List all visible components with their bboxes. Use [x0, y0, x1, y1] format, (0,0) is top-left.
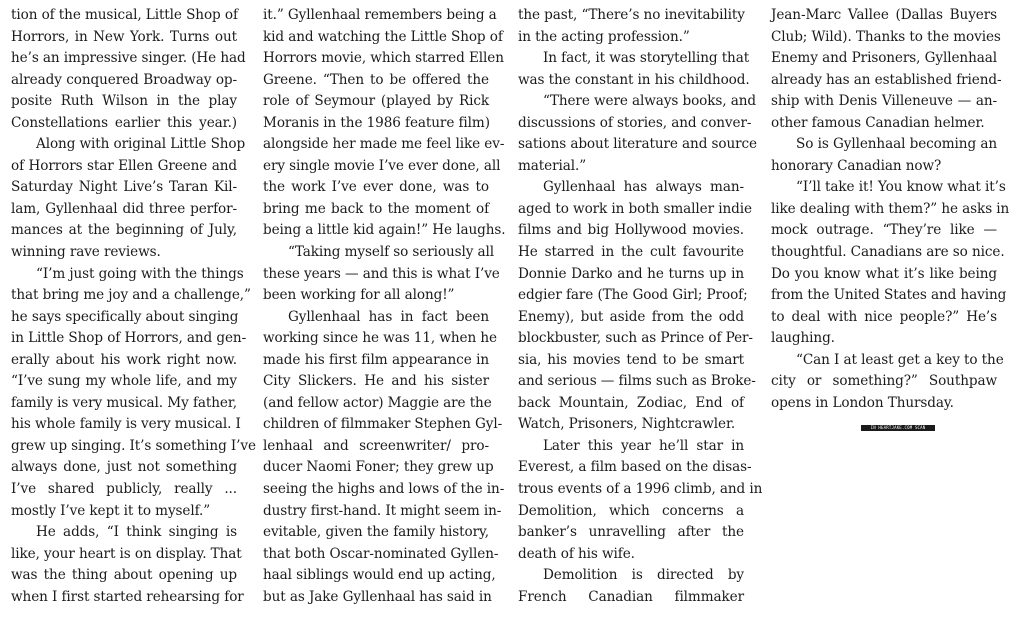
- article-paragraph: [771, 5, 1002, 134]
- text-line: been working for all along!”: [263, 287, 455, 304]
- text-line: already conquered Broadway op-: [11, 71, 237, 88]
- text-line: mances at the beginning of July,: [11, 222, 237, 239]
- text-line: “There were always books, and: [543, 93, 756, 110]
- text-line: family is very musical. My father,: [11, 394, 237, 411]
- article-paragraph: [518, 91, 757, 177]
- article-column-1: [11, 5, 256, 608]
- text-line: already has an established friend-: [771, 71, 1002, 88]
- text-line: thoughtful. Canadians are so nice.: [771, 244, 1005, 261]
- article-paragraph: [263, 5, 506, 242]
- text-line: mock outrage. “They’re like —: [771, 222, 997, 239]
- text-line: that bring me joy and a challenge,”: [11, 287, 251, 304]
- text-line: “Can I at least get a key to the: [796, 351, 1004, 368]
- text-line: death of his wife.: [518, 545, 635, 562]
- text-line: haal siblings would end up acting,: [263, 567, 496, 584]
- text-line: was the constant in his childhood.: [518, 71, 750, 88]
- article-column-2: [263, 5, 506, 608]
- article-paragraph: [11, 522, 244, 608]
- article-paragraph: [11, 264, 256, 523]
- text-line: Enemy), but aside from the odd: [518, 308, 744, 325]
- article-column-4: [771, 5, 1010, 414]
- text-line: “I’ll take it! You know what it’s: [796, 179, 1006, 196]
- text-line: “Taking myself so seriously all: [288, 244, 495, 261]
- text-line: his whole family is very musical. I: [11, 416, 241, 433]
- text-line: was the thing about opening up: [11, 567, 237, 584]
- text-line: dustry first-hand. It might seem in-: [263, 502, 502, 519]
- text-line: from the United States and having: [771, 287, 1007, 304]
- text-line: role of Seymour (played by Rick: [263, 93, 489, 110]
- text-line: ship with Denis Villeneuve — an-: [771, 93, 997, 110]
- text-line: always done, just not something: [11, 459, 237, 476]
- text-line: in the acting profession.”: [518, 28, 690, 45]
- text-line: kid and watching the Little Shop of: [263, 28, 503, 45]
- text-line: honorary Canadian now?: [771, 157, 942, 174]
- article-paragraph: [518, 177, 756, 436]
- text-line: ducer Naomi Foner; they grew up: [263, 459, 494, 476]
- text-line: (and fellow actor) Maggie are the: [263, 394, 492, 411]
- article-paragraph: [518, 436, 763, 565]
- text-line: and serious — films such as Broke-: [518, 373, 756, 390]
- text-line: he’s an impressive singer. (He had: [11, 50, 246, 67]
- text-line: bring me back to the moment of: [263, 200, 489, 217]
- text-line: Saturday Night Live’s Taran Kil-: [11, 179, 237, 196]
- text-line: children of filmmaker Stephen Gyl-: [263, 416, 503, 433]
- article-paragraph: [11, 134, 246, 263]
- article-paragraph: [263, 307, 505, 609]
- text-line: Club; Wild). Thanks to the movies: [771, 28, 1001, 45]
- text-line: like, your heart is on display. That: [11, 545, 242, 562]
- text-line: films and big Hollywood movies.: [518, 222, 744, 239]
- text-line: Enemy and Prisoners, Gyllenhaal: [771, 50, 997, 67]
- text-line: Do you know what it’s like being: [771, 265, 997, 282]
- text-line: posite Ruth Wilson in the play: [11, 93, 237, 110]
- text-line: made his first film appearance in: [263, 351, 489, 368]
- text-line: discussions of stories, and conver-: [518, 114, 752, 131]
- article-paragraph: [11, 5, 246, 134]
- text-line: back Mountain, Zodiac, End of: [518, 394, 744, 411]
- text-line: sations about literature and source: [518, 136, 757, 153]
- text-line: these years — and this is what I’ve: [263, 265, 500, 282]
- text-line: working since he was 11, when he: [263, 330, 497, 347]
- text-line: laughing.: [771, 330, 835, 347]
- article-paragraph: [771, 177, 1010, 349]
- text-line: Horrors, in New York. Turns out: [11, 28, 237, 45]
- text-line: that both Oscar-nominated Gyllen-: [263, 545, 499, 562]
- text-line: So is Gyllenhaal becoming an: [796, 136, 997, 153]
- text-line: like dealing with them?” he asks in: [771, 200, 1010, 217]
- text-line: Constellations earlier this year.): [11, 114, 237, 131]
- article-paragraph: [771, 350, 1004, 415]
- text-line: when I first started rehearsing for: [11, 588, 244, 605]
- text-line: “I’m just going with the things: [36, 265, 244, 282]
- text-line: “I’ve sung my whole life, and my: [11, 373, 237, 390]
- text-line: lam, Gyllenhaal did three perfor-: [11, 200, 237, 217]
- article-paragraph: [263, 242, 500, 307]
- text-line: the work I’ve ever done, was to: [263, 179, 489, 196]
- text-line: other famous Canadian helmer.: [771, 114, 985, 131]
- text-line: of Horrors star Ellen Greene and: [11, 157, 237, 174]
- text-line: winning rave reviews.: [11, 244, 161, 261]
- text-line: lenhaal and screenwriter/ pro-: [263, 437, 489, 454]
- text-line: blockbuster, such as Prince of Per-: [518, 330, 753, 347]
- text-line: edgier fare (The Good Girl; Proof;: [518, 287, 748, 304]
- text-line: Donnie Darko and he turns up in: [518, 265, 744, 282]
- scan-credit-tag: IN HEARTJAKE.COM SCAN: [861, 425, 935, 431]
- text-line: aged to work in both smaller indie: [518, 200, 752, 217]
- text-line: grew up singing. It’s something I’ve: [11, 437, 256, 454]
- article-paragraph: [771, 134, 997, 177]
- text-line: material.”: [518, 157, 587, 174]
- text-line: but as Jake Gyllenhaal has said in: [263, 588, 492, 605]
- text-line: being a little kid again!” He laughs.: [263, 222, 506, 239]
- text-line: trous events of a 1996 climb, and in: [518, 481, 763, 498]
- text-line: Along with original Little Shop: [36, 136, 246, 153]
- text-line: Demolition is directed by: [543, 567, 744, 584]
- text-line: In fact, it was storytelling that: [543, 50, 750, 67]
- text-line: erally about his work right now.: [11, 351, 237, 368]
- text-line: city or something?” Southpaw: [771, 373, 997, 390]
- text-line: it.” Gyllenhaal remembers being a: [263, 7, 497, 23]
- text-line: sia, his movies tend to be smart: [518, 351, 744, 368]
- text-line: the past, “There’s no inevitability: [518, 7, 745, 23]
- text-line: Greene. “Then to be offered the: [263, 71, 489, 88]
- text-line: ery single movie I’ve ever done, all: [263, 157, 501, 174]
- text-line: He adds, “I think singing is: [36, 524, 237, 541]
- text-line: in Little Shop of Horrors, and gen-: [11, 330, 247, 347]
- text-line: Everest, a film based on the disas-: [518, 459, 752, 476]
- text-line: seeing the highs and lows of the in-: [263, 481, 505, 498]
- article-paragraph: [518, 48, 750, 91]
- text-line: City Slickers. He and his sister: [263, 373, 489, 390]
- text-line: Watch, Prisoners, Nightcrawler.: [518, 416, 736, 433]
- text-line: evitable, given the family history,: [263, 524, 489, 541]
- text-line: he says specifically about singing: [11, 308, 239, 325]
- text-line: opens in London Thursday.: [771, 394, 954, 411]
- text-line: mostly I’ve kept it to myself.”: [11, 502, 211, 519]
- text-line: Gyllenhaal has in fact been: [288, 308, 489, 325]
- text-line: He starred in the cult favourite: [518, 244, 744, 261]
- text-line: Gyllenhaal has always man-: [543, 179, 744, 196]
- text-line: Later this year he’ll star in: [543, 437, 744, 454]
- text-line: Jean-Marc Vallee (Dallas Buyers: [771, 7, 997, 23]
- text-line: tion of the musical, Little Shop of: [11, 7, 238, 23]
- article-paragraph: [518, 5, 744, 48]
- text-line: I’ve shared publicly, really ...: [11, 481, 237, 498]
- text-line: alongside her made me feel like ev-: [263, 136, 505, 153]
- article-paragraph: [518, 565, 744, 608]
- text-line: banker’s unravelling after the: [518, 524, 744, 541]
- article-column-3: [518, 5, 763, 608]
- text-line: to deal with nice people?” He’s: [771, 308, 997, 325]
- text-line: Demolition, which concerns a: [518, 502, 744, 519]
- text-line: Moranis in the 1986 feature film): [263, 114, 490, 131]
- text-line: French Canadian filmmaker: [518, 588, 744, 605]
- text-line: Horrors movie, which starred Ellen: [263, 50, 504, 67]
